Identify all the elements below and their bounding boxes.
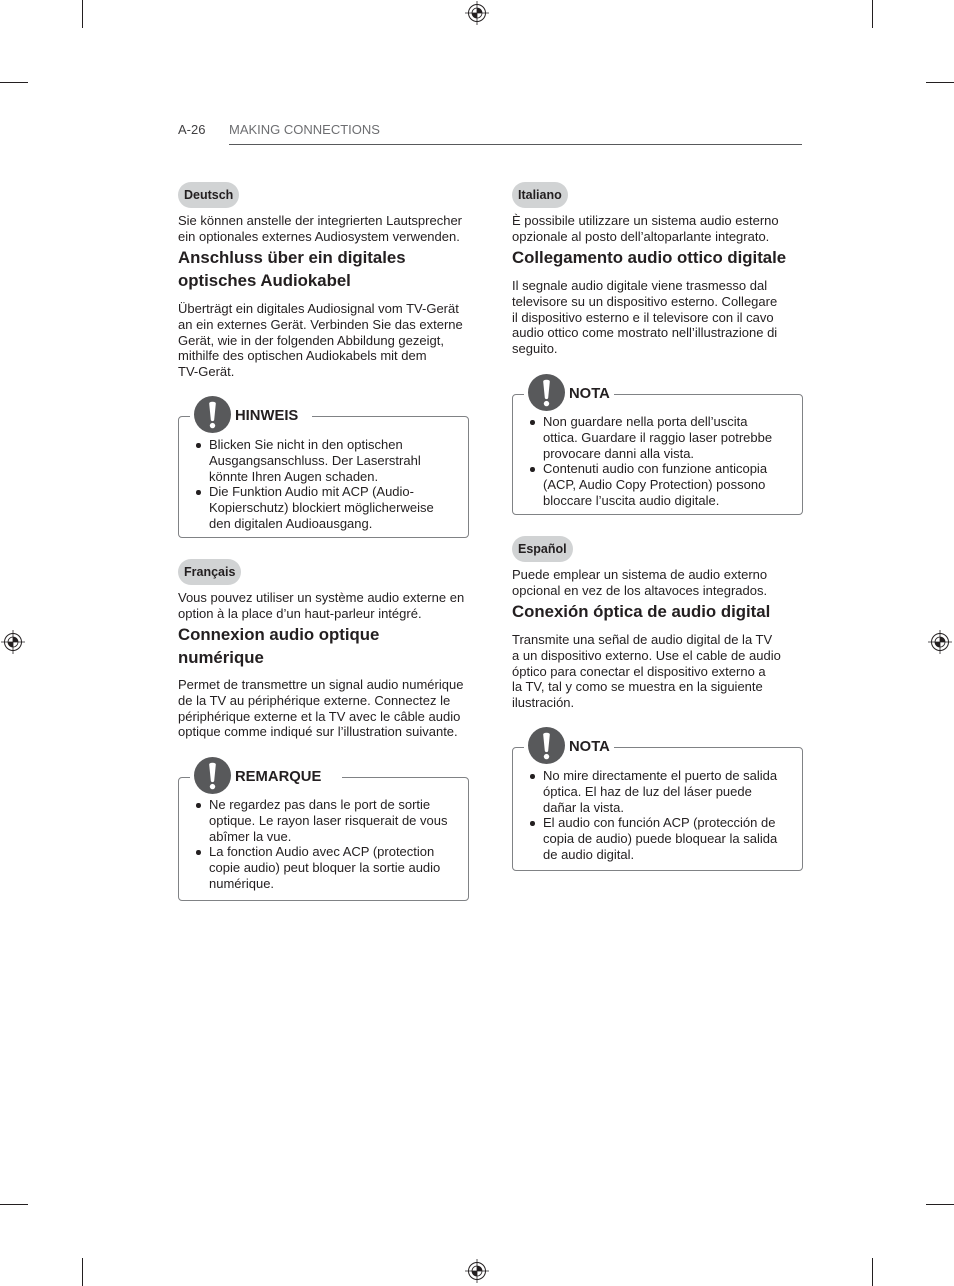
- text-line: Permet de transmettre un signal audio numérique: [178, 677, 464, 692]
- text-line: ottica. Guardare il raggio laser potrebbe: [543, 429, 773, 445]
- text-line: Transmite una señal de audio digital de la TV: [512, 632, 773, 647]
- bullet-icon: [530, 821, 535, 826]
- body-paragraph-de: [178, 301, 470, 380]
- text-line: Puede emplear un sistema de audio externo: [512, 567, 768, 582]
- crop-mark: [926, 82, 954, 83]
- crop-mark: [0, 1204, 28, 1205]
- note-list: [530, 414, 772, 509]
- text-line: No mire directamente el puerto de salida: [543, 768, 778, 783]
- text-line: a un dispositivo externo. Use el cable de audio: [512, 647, 781, 663]
- header-rule: [229, 144, 802, 145]
- text-line: de audio digital.: [543, 846, 635, 862]
- text-line: El audio con función ACP (protección de: [543, 815, 776, 831]
- text-line: Ausgangsanschluss. Der Laserstrahl: [209, 452, 421, 468]
- note-header: [190, 759, 342, 796]
- text-line: Gerät, wie in der folgenden Abbildung gezeigt,: [178, 332, 444, 348]
- note-header: [524, 729, 614, 766]
- note-title: NOTA: [569, 739, 610, 755]
- note-header: [190, 398, 312, 435]
- text-line: la TV, tal y como se muestra en la siguiente: [512, 679, 763, 695]
- crop-mark: [872, 1258, 873, 1286]
- note-title: REMARQUE: [235, 769, 322, 785]
- text-line: copia de audio) puede bloquear la salida: [543, 831, 778, 847]
- text-line: televisore su un dispositivo esterno. Collegare: [512, 293, 778, 309]
- text-line: ein optionales externes Audiosystem verwenden.: [178, 228, 460, 244]
- bullet-icon: [196, 850, 201, 855]
- bullet-icon: [530, 467, 535, 472]
- note-box-fr: [178, 769, 469, 901]
- text-line: an ein externes Gerät. Verbinden Sie das externe: [178, 316, 463, 332]
- text-line: Non guardare nella porta dell’uscita: [543, 414, 748, 429]
- heading-line: optisches Audiokabel: [178, 271, 351, 290]
- text-line: (ACP, Audio Copy Protection) possono: [543, 477, 766, 493]
- text-line: óptico para conectar el dispositivo externo a: [512, 663, 766, 679]
- note-box-it: [512, 386, 803, 515]
- text-line: de la TV au périphérique externe. Connectez le: [178, 692, 451, 708]
- text-line: Contenuti audio con funzione anticopia: [543, 461, 768, 477]
- note-item: [530, 815, 777, 862]
- note-list: [530, 768, 777, 863]
- text-line: périphérique externe et la TV avec le câble audio: [178, 708, 461, 724]
- text-line: Ne regardez pas dans le port de sortie: [209, 797, 431, 812]
- body-paragraph-fr: [178, 677, 470, 740]
- bullet-icon: [530, 774, 535, 779]
- registration-mark-icon: [927, 629, 953, 655]
- note-box-es: [512, 739, 803, 871]
- text-line: Vous pouvez utiliser un système audio externe en: [178, 590, 465, 605]
- exclamation-circle-icon: [194, 757, 231, 794]
- bullet-icon: [196, 443, 201, 448]
- note-title: NOTA: [569, 386, 610, 402]
- bullet-icon: [196, 803, 201, 808]
- registration-mark-icon: [464, 0, 490, 26]
- text-line: il dispositivo esterno e il televisore con il cavo: [512, 309, 774, 325]
- exclamation-circle-icon: [528, 374, 565, 411]
- note-header: [524, 376, 614, 413]
- body-paragraph-it: [512, 278, 804, 357]
- crop-mark: [926, 1204, 954, 1205]
- text-line: Die Funktion Audio mit ACP (Audio-: [209, 484, 414, 500]
- text-line: numérique.: [209, 875, 275, 891]
- intro-paragraph-de: [178, 213, 470, 245]
- note-title: HINWEIS: [235, 408, 299, 424]
- page-number: A-26: [178, 122, 206, 137]
- section-heading-de: [178, 246, 470, 292]
- note-list: [196, 437, 434, 532]
- crop-mark: [82, 1258, 83, 1286]
- text-line: dañar la vista.: [543, 799, 624, 815]
- section-heading-es: [512, 600, 804, 623]
- running-header-title: MAKING CONNECTIONS: [229, 122, 380, 137]
- note-item: [196, 797, 447, 844]
- heading-line: Anschluss über ein digitales: [178, 248, 406, 267]
- text-line: audio ottico come mostrato nell’illustrazione di: [512, 325, 778, 341]
- text-line: Blicken Sie nicht in den optischen: [209, 437, 403, 452]
- text-line: könnte Ihren Augen schaden.: [209, 468, 379, 484]
- note-item: [196, 484, 434, 531]
- exclamation-circle-icon: [528, 727, 565, 764]
- text-line: Il segnale audio digitale viene trasmesso dal: [512, 278, 768, 293]
- registration-mark-icon: [0, 629, 26, 655]
- text-line: Sie können anstelle der integrierten Lautsprecher: [178, 213, 463, 228]
- intro-paragraph-it: [512, 213, 804, 245]
- bullet-icon: [196, 490, 201, 495]
- crop-mark: [0, 82, 28, 83]
- language-badge-espanol: Español: [512, 536, 573, 562]
- body-paragraph-es: [512, 632, 804, 711]
- crop-mark: [82, 0, 83, 28]
- heading-line: Connexion audio optique: [178, 625, 380, 644]
- note-list: [196, 797, 447, 892]
- text-line: óptica. El haz de luz del láser puede: [543, 783, 752, 799]
- exclamation-circle-icon: [194, 396, 231, 433]
- intro-paragraph-es: [512, 567, 804, 599]
- text-line: optique. Le rayon laser risquerait de vous: [209, 812, 448, 828]
- text-line: ilustración.: [512, 695, 575, 711]
- text-line: È possibile utilizzare un sistema audio esterno: [512, 213, 779, 228]
- note-item: [530, 461, 772, 508]
- intro-paragraph-fr: [178, 590, 470, 622]
- heading-line: Collegamento audio ottico digitale: [512, 248, 787, 267]
- text-line: Kopierschutz) blockiert möglicherweise: [209, 500, 434, 516]
- text-line: opcional en vez de los altavoces integrados.: [512, 582, 768, 598]
- heading-line: Conexión óptica de audio digital: [512, 602, 771, 621]
- registration-mark-icon: [464, 1258, 490, 1284]
- bullet-icon: [530, 420, 535, 425]
- heading-line: numérique: [178, 648, 264, 667]
- text-line: optique comme indiqué sur l’illustration suivante.: [178, 724, 458, 740]
- text-line: La fonction Audio avec ACP (protection: [209, 844, 435, 860]
- section-heading-fr: [178, 623, 470, 669]
- text-line: opzionale al posto dell’altoparlante integrato.: [512, 228, 770, 244]
- text-line: den digitalen Audioausgang.: [209, 515, 373, 531]
- text-line: provocare danni alla vista.: [543, 445, 695, 461]
- text-line: option à la place d’un haut-parleur intégré.: [178, 605, 422, 621]
- language-badge-francais: Français: [178, 559, 241, 585]
- text-line: seguito.: [512, 341, 558, 357]
- text-line: bloccare l’uscita audio digitale.: [543, 492, 720, 508]
- crop-mark: [872, 0, 873, 28]
- note-item: [530, 414, 772, 461]
- note-item: [196, 844, 447, 891]
- text-line: copie audio) peut bloquer la sortie audio: [209, 860, 441, 876]
- text-line: Überträgt ein digitales Audiosignal vom TV-Gerät: [178, 301, 459, 316]
- section-heading-it: [512, 246, 804, 269]
- note-item: [196, 437, 434, 484]
- language-badge-italiano: Italiano: [512, 182, 568, 208]
- language-badge-deutsch: Deutsch: [178, 182, 239, 208]
- note-item: [530, 768, 777, 815]
- note-box-de: [178, 408, 469, 538]
- text-line: mithilfe des optischen Audiokabels mit dem: [178, 348, 427, 364]
- text-line: abîmer la vue.: [209, 828, 292, 844]
- text-line: TV-Gerät.: [178, 364, 235, 380]
